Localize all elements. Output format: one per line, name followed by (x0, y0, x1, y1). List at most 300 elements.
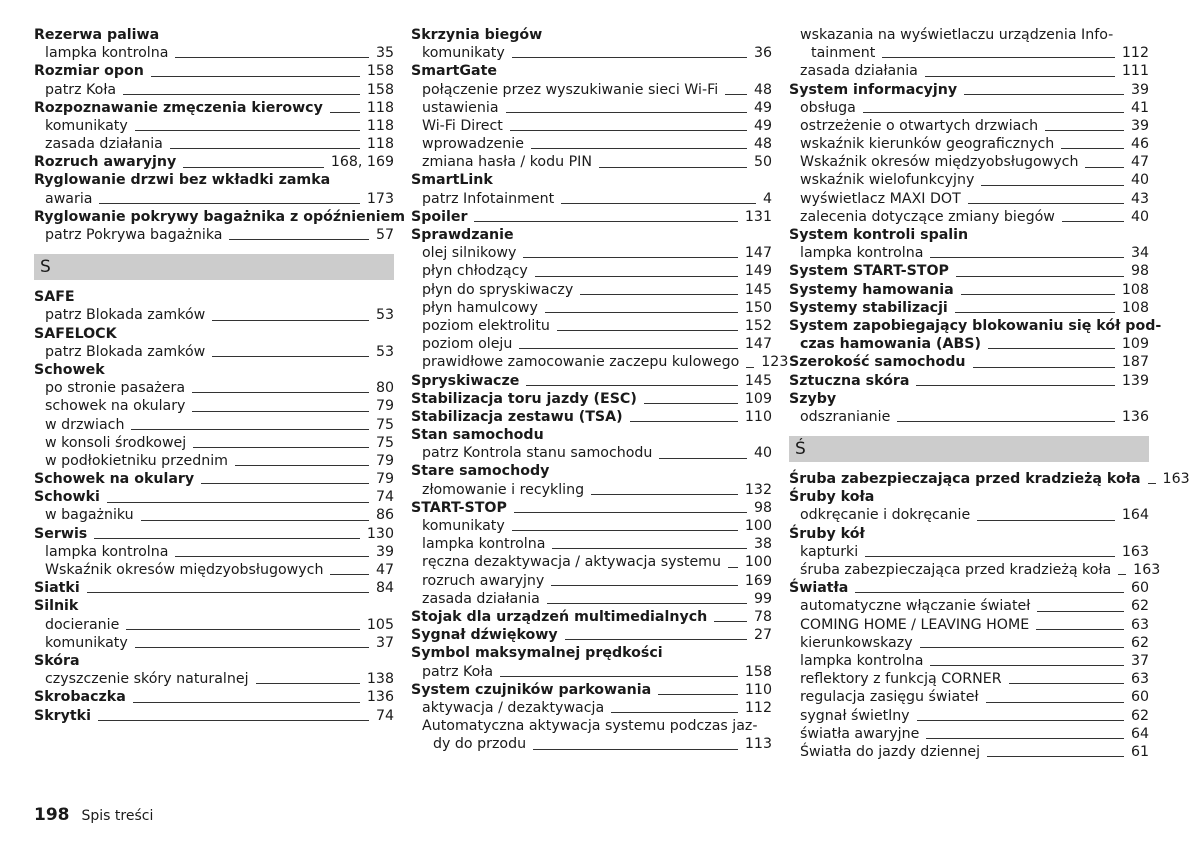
leader-line (545, 312, 738, 313)
index-entry (34, 62, 394, 80)
page-ref: 99 (753, 590, 772, 607)
page-ref: 47 (1130, 154, 1149, 171)
leader-line (519, 348, 738, 349)
leader-line (557, 330, 738, 331)
entry-term: prawidłowe zamocowanie zaczepu kulowego (422, 354, 740, 371)
entry-term: System czujników parkowania (411, 681, 652, 698)
leader-line (580, 294, 738, 295)
leader-line (135, 647, 369, 648)
index-subentry (411, 299, 772, 317)
entry-term: poziom elektrolitu (422, 317, 550, 334)
entry-term: lampka kontrolna (800, 652, 924, 669)
index-subentry (411, 663, 772, 681)
page-ref: 187 (1121, 354, 1149, 371)
index-entry (411, 681, 772, 699)
entry-term: SAFE (34, 289, 75, 306)
leader-line (1036, 629, 1124, 630)
entry-term: w konsoli środkowej (45, 434, 187, 451)
index-entry (34, 652, 394, 670)
index-subentry (34, 507, 394, 525)
index-subentry (411, 517, 772, 535)
entry-term: awaria (45, 190, 93, 207)
entry-term: Śruba zabezpieczająca przed kradzieżą koła (789, 471, 1141, 488)
page-ref: 98 (753, 499, 772, 516)
leader-line (561, 203, 756, 204)
index-entry (789, 488, 1149, 506)
page-ref: 64 (1130, 725, 1149, 742)
entry-term: Śruby kół (789, 525, 865, 542)
leader-line (1061, 148, 1124, 149)
entry-term: Spoiler (411, 208, 468, 225)
entry-term: System kontroli spalin (789, 227, 969, 244)
index-entry (34, 688, 394, 706)
index-entry (411, 208, 772, 226)
page-ref: 168, 169 (330, 154, 394, 171)
index-subentry (34, 135, 394, 153)
index-subentry (411, 535, 772, 553)
index-subentry (411, 481, 772, 499)
leader-line (725, 94, 747, 95)
entry-term: patrz Koła (422, 663, 494, 680)
page-ref: 62 (1130, 707, 1149, 724)
entry-term: Sygnał dźwiękowy (411, 627, 558, 644)
index-entry (34, 470, 394, 488)
page-ref: 158 (366, 81, 394, 98)
index-entry (411, 463, 772, 481)
leader-line (192, 411, 369, 412)
index-subentry (411, 590, 772, 608)
entry-term: wskaźnik wielofunkcyjny (800, 172, 975, 189)
entry-term: zasada działania (422, 590, 540, 607)
leader-line (1037, 611, 1124, 612)
index-subentry (34, 226, 394, 244)
index-entry (789, 281, 1149, 299)
index-subentry (411, 281, 772, 299)
entry-term: zasada działania (800, 63, 918, 80)
leader-line (510, 130, 747, 131)
index-subentry (411, 190, 772, 208)
page-ref: 164 (1121, 507, 1149, 524)
entry-term: SAFELOCK (34, 325, 117, 342)
index-entry (34, 208, 406, 226)
page-number: 198 (34, 805, 70, 825)
leader-line (746, 367, 754, 368)
leader-line (151, 76, 360, 77)
index-subentry (789, 743, 1149, 761)
leader-line (920, 647, 1124, 648)
entry-term: Skóra (34, 652, 80, 669)
leader-line (728, 567, 738, 568)
index-subentry (789, 408, 1149, 426)
entry-term: ostrzeżenie o otwartych drzwiach (800, 117, 1039, 134)
index-entry (789, 299, 1149, 317)
page-ref: 79 (375, 452, 394, 469)
page-ref: 39 (375, 543, 394, 560)
index-subentry (34, 434, 394, 452)
entry-term: Śruby koła (789, 489, 875, 506)
leader-line (917, 720, 1124, 721)
page-ref: 53 (375, 343, 394, 360)
leader-line (212, 356, 369, 357)
leader-line (968, 203, 1124, 204)
index-column-1 (34, 26, 406, 725)
page-ref: 145 (744, 372, 772, 389)
footer-title: Spis treści (81, 808, 154, 824)
entry-term: połączenie przez wyszukiwanie sieci Wi-Fi (422, 81, 719, 98)
leader-line (514, 512, 747, 513)
entry-term: kierunkowskazy (800, 634, 913, 651)
entry-term: światła awaryjne (800, 725, 920, 742)
index-entry (34, 707, 394, 725)
entry-term: Schowek na okulary (34, 471, 195, 488)
leader-line (535, 276, 738, 277)
entry-term: olej silnikowy (422, 245, 517, 262)
entry-term: Szyby (789, 390, 837, 407)
entry-term: Rezerwa paliwa (34, 26, 160, 43)
index-subentry (789, 688, 1149, 706)
entry-term: Schowki (34, 489, 100, 506)
leader-line (98, 720, 369, 721)
page-ref: 63 (1130, 616, 1149, 633)
index-subentry (411, 335, 772, 353)
entry-term: złomowanie i recykling (422, 481, 585, 498)
index-subentry (34, 379, 394, 397)
entry-term: Schowek (34, 361, 105, 378)
index-subentry (411, 244, 772, 262)
entry-term: dy do przodu (433, 736, 527, 753)
page-ref: 40 (1130, 208, 1149, 225)
leader-line (170, 148, 360, 149)
index-subentry (34, 306, 394, 324)
leader-line (126, 629, 360, 630)
leader-line (551, 585, 738, 586)
page-ref: 100 (744, 554, 772, 571)
entry-term: docieranie (45, 616, 120, 633)
index-entry (411, 372, 772, 390)
page-ref: 98 (1130, 263, 1149, 280)
index-subentry (789, 634, 1149, 652)
leader-line (531, 148, 747, 149)
page-ref: 53 (375, 307, 394, 324)
leader-line (988, 348, 1115, 349)
entry-term: lampka kontrolna (45, 45, 169, 62)
page-ref: 110 (744, 681, 772, 698)
index-subentry (34, 343, 394, 361)
page-ref: 39 (1130, 81, 1149, 98)
entry-term: automatyczne włączanie świateł (800, 598, 1031, 615)
index-subentry (789, 244, 1149, 262)
leader-line (964, 94, 1124, 95)
entry-term: Spryskiwacze (411, 372, 520, 389)
index-subentry (411, 572, 772, 590)
entry-term: START-STOP (411, 499, 507, 516)
entry-term: komunikaty (422, 518, 505, 535)
entry-term: Sprawdzanie (411, 227, 514, 244)
page-ref: 123 (761, 354, 789, 371)
entry-term: rozruch awaryjny (422, 572, 545, 589)
leader-line (133, 702, 360, 703)
index-entry (411, 62, 772, 80)
page-ref: 74 (375, 707, 394, 724)
page-ref: 34 (1130, 245, 1149, 262)
leader-line (87, 592, 369, 593)
index-entry (789, 372, 1149, 390)
page-ref: 163 (1162, 471, 1190, 488)
leader-line (926, 738, 1124, 739)
entry-term: lampka kontrolna (800, 245, 924, 262)
index-subentry (789, 153, 1149, 171)
index-subentry (411, 317, 772, 335)
index-subentry (789, 26, 1149, 44)
page-ref: 79 (375, 398, 394, 415)
index-entry (789, 353, 1149, 371)
entry-term: Stojak dla urządzeń multimedialnych (411, 608, 708, 625)
index-subentry (411, 735, 772, 753)
index-subentry (789, 117, 1149, 135)
index-entry (34, 597, 394, 615)
entry-term: System zapobiegający blokowaniu się kół pod- (789, 317, 1162, 334)
leader-line (611, 712, 738, 713)
leader-line (512, 530, 738, 531)
page-ref: 136 (366, 689, 394, 706)
leader-line (212, 320, 369, 321)
page-ref: 147 (744, 245, 772, 262)
page-ref: 169 (744, 572, 772, 589)
index-subentry (411, 135, 772, 153)
index-entry (411, 390, 772, 408)
page-ref: 39 (1130, 117, 1149, 134)
entry-term: ręczna dezaktywacja / aktywacja systemu (422, 554, 721, 571)
index-subentry (34, 397, 394, 415)
page-ref: 163 (1133, 562, 1161, 579)
leader-line (183, 167, 324, 168)
entry-term: płyn do spryskiwaczy (422, 281, 574, 298)
page-ref: 62 (1130, 634, 1149, 651)
page-ref: 118 (366, 136, 394, 153)
index-entry (411, 499, 772, 517)
leader-line (123, 94, 360, 95)
page-ref: 100 (744, 518, 772, 535)
entry-term: Światła (789, 580, 849, 597)
leader-line (1118, 574, 1126, 575)
index-entry (34, 288, 394, 306)
leader-line (523, 257, 738, 258)
leader-line (256, 683, 360, 684)
leader-line (865, 556, 1115, 557)
index-subentry (411, 553, 772, 571)
entry-term: odszranianie (800, 408, 891, 425)
entry-term: aktywacja / dezaktywacja (422, 699, 605, 716)
page-ref: 60 (1130, 580, 1149, 597)
page-ref: 108 (1121, 299, 1149, 316)
page-ref: 78 (753, 608, 772, 625)
entry-term: obsługa (800, 99, 856, 116)
leader-line (229, 239, 368, 240)
leader-line (175, 556, 369, 557)
leader-line (201, 483, 369, 484)
page-ref: 35 (375, 45, 394, 62)
page-ref: 109 (744, 390, 772, 407)
leader-line (955, 312, 1115, 313)
leader-line (863, 112, 1124, 113)
entry-term: Ryglowanie drzwi bez wkładki zamka (34, 172, 331, 189)
index-subentry (411, 99, 772, 117)
leader-line (977, 520, 1115, 521)
page-ref: 50 (753, 154, 772, 171)
page-ref: 38 (753, 536, 772, 553)
index-subentry (411, 699, 772, 717)
index-subentry (411, 444, 772, 462)
entry-term: System START-STOP (789, 263, 949, 280)
page-ref: 112 (1121, 45, 1149, 62)
index-subentry (789, 190, 1149, 208)
page-ref: 75 (375, 416, 394, 433)
entry-term: w bagażniku (45, 507, 134, 524)
page-ref: 62 (1130, 598, 1149, 615)
page-ref: 41 (1130, 99, 1149, 116)
entry-term: płyn hamulcowy (422, 299, 538, 316)
entry-term: zasada działania (45, 136, 163, 153)
leader-line (599, 167, 747, 168)
leader-line (565, 639, 747, 640)
entry-term: COMING HOME / LEAVING HOME (800, 616, 1030, 633)
index-column-3 (789, 26, 1190, 761)
index-subentry (34, 416, 394, 434)
leader-line (630, 421, 738, 422)
section-header: S (34, 254, 394, 280)
leader-line (235, 465, 369, 466)
page-ref: 61 (1130, 743, 1149, 760)
page-ref: 113 (744, 736, 772, 753)
page-ref: 118 (366, 117, 394, 134)
page-ref: 48 (753, 81, 772, 98)
leader-line (330, 574, 369, 575)
entry-term: patrz Blokada zamków (45, 343, 206, 360)
entry-term: śruba zabezpieczająca przed kradzieżą koła (800, 562, 1112, 579)
entry-term: Rozmiar opon (34, 63, 144, 80)
entry-term: komunikaty (45, 117, 128, 134)
page-ref: 49 (753, 99, 772, 116)
page-ref: 48 (753, 136, 772, 153)
entry-term: czas hamowania (ABS) (800, 336, 981, 353)
index-entry (34, 26, 394, 44)
entry-term: Rozpoznawanie zmęczenia kierowcy (34, 99, 323, 116)
index-entry (34, 525, 394, 543)
entry-term: w drzwiach (45, 416, 125, 433)
index-subentry (34, 190, 394, 208)
index-subentry (34, 44, 394, 62)
index-entry (789, 317, 1162, 335)
leader-line (714, 621, 747, 622)
leader-line (175, 57, 369, 58)
leader-line (547, 603, 747, 604)
index-subentry (789, 616, 1149, 634)
index-entry (411, 26, 772, 44)
index-entry (789, 262, 1149, 280)
leader-line (552, 548, 747, 549)
page-ref: 49 (753, 117, 772, 134)
index-subentry (789, 62, 1149, 80)
index-entry (34, 153, 394, 171)
entry-term: Systemy hamowania (789, 281, 954, 298)
index-entry (411, 426, 772, 444)
leader-line (987, 756, 1124, 757)
page-footer (34, 805, 153, 825)
page-ref: 40 (1130, 172, 1149, 189)
leader-line (644, 403, 738, 404)
index-entry (34, 579, 394, 597)
entry-term: Ryglowanie pokrywy bagażnika z opóźnieniem (34, 208, 406, 225)
entry-term: patrz Koła (45, 81, 117, 98)
index-entry (34, 172, 394, 190)
page-ref: 118 (366, 99, 394, 116)
index-subentry (411, 153, 772, 171)
index-subentry (789, 99, 1149, 117)
page-ref: 158 (744, 663, 772, 680)
page-ref: 152 (744, 317, 772, 334)
leader-line (925, 76, 1115, 77)
leader-line (1062, 221, 1124, 222)
entry-term: poziom oleju (422, 336, 513, 353)
page-ref: 147 (744, 336, 772, 353)
entry-term: Skrzynia biegów (411, 26, 543, 43)
leader-line (533, 749, 738, 750)
page-ref: 111 (1121, 63, 1149, 80)
leader-line (512, 57, 747, 58)
entry-term: w podłokietniku przednim (45, 452, 228, 469)
page-ref: 145 (744, 281, 772, 298)
page-ref: 173 (366, 190, 394, 207)
page-ref: 163 (1121, 543, 1149, 560)
page-ref: 40 (753, 445, 772, 462)
index-subentry (34, 81, 394, 99)
leader-line (930, 257, 1124, 258)
index-entry (789, 335, 1149, 353)
page-ref: 105 (366, 616, 394, 633)
leader-line (193, 447, 369, 448)
index-entry (411, 172, 772, 190)
index-subentry (411, 117, 772, 135)
index-subentry (34, 561, 394, 579)
leader-line (330, 112, 360, 113)
leader-line (474, 221, 737, 222)
leader-line (1085, 167, 1124, 168)
index-subentry (411, 353, 789, 371)
entry-term: patrz Kontrola stanu samochodu (422, 445, 653, 462)
page-ref: 43 (1130, 190, 1149, 207)
entry-term: lampka kontrolna (45, 543, 169, 560)
entry-term: SmartLink (411, 172, 493, 189)
index-column-2 (411, 26, 789, 754)
leader-line (1045, 130, 1124, 131)
leader-line (986, 702, 1124, 703)
index-subentry (789, 725, 1149, 743)
index-entry (789, 579, 1149, 597)
page-ref: 46 (1130, 136, 1149, 153)
page-ref: 75 (375, 434, 394, 451)
index-entry (789, 390, 1149, 408)
page-ref: 84 (375, 580, 394, 597)
page-ref: 132 (744, 481, 772, 498)
index-subentry (34, 634, 394, 652)
leader-line (107, 502, 369, 503)
index-entry (411, 626, 772, 644)
index-entry (34, 325, 394, 343)
entry-term: patrz Blokada zamków (45, 307, 206, 324)
page-ref: 150 (744, 299, 772, 316)
entry-term: System informacyjny (789, 81, 958, 98)
index-subentry (411, 81, 772, 99)
